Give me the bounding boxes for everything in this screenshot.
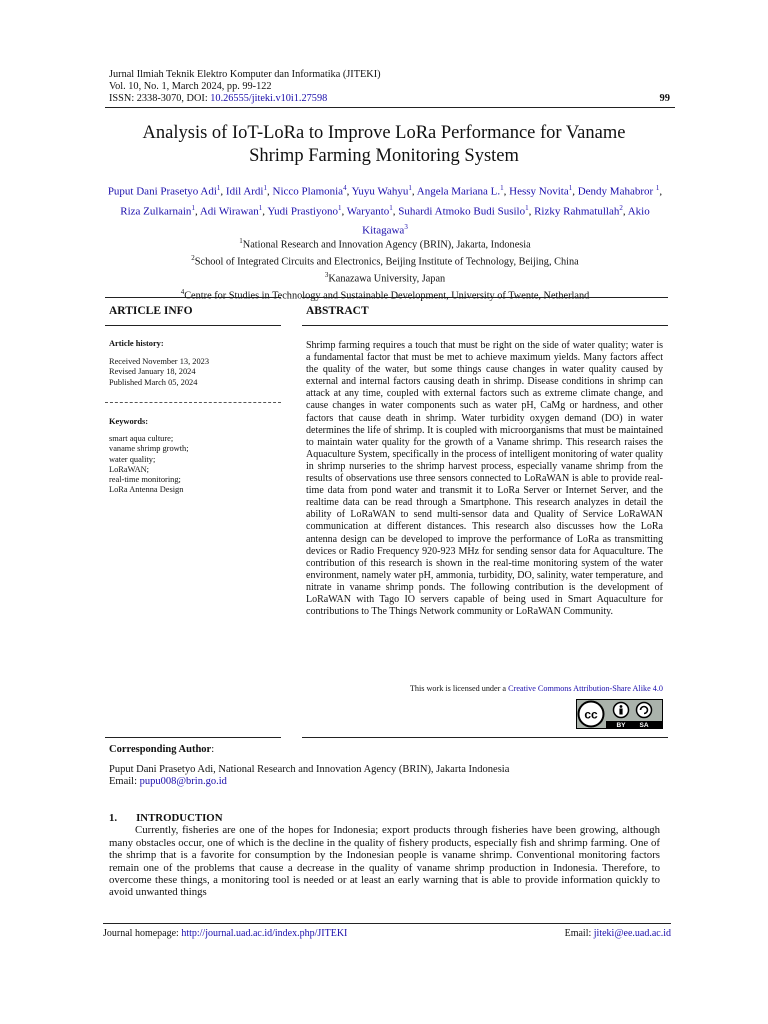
author-name: Hessy Novita — [509, 185, 569, 198]
corresponding-email-link[interactable]: pupu008@brin.go.id — [139, 776, 227, 787]
corresponding-label-row: Corresponding Author: — [109, 744, 215, 755]
keyword-item: real-time monitoring; — [109, 475, 181, 485]
history-divider — [105, 402, 281, 403]
journal-header — [109, 69, 381, 105]
keyword-item: smart aqua culture; — [109, 434, 174, 444]
author-affiliation-mark: 1 — [337, 203, 342, 212]
keywords-label: Keywords: — [109, 417, 149, 426]
author-affiliation-mark: 3 — [404, 223, 408, 232]
author-name: Yuyu Wahyu — [351, 185, 409, 198]
article-history — [109, 339, 279, 388]
abstract-top-rule — [302, 297, 668, 298]
author-affiliation-mark: 4 — [343, 184, 347, 192]
author-affiliation-mark: 1 — [655, 184, 660, 192]
author-name: Yudi Prastiyono — [267, 205, 338, 218]
author-affiliation-mark: 1 — [191, 203, 195, 212]
abstract-bottom-rule — [302, 737, 668, 738]
footer-rule — [103, 923, 671, 924]
journal-volume: Vol. 10, No. 1, March 2024, pp. 99-122 — [109, 81, 272, 92]
cc-sa-label: SA — [639, 722, 649, 729]
author-affiliation-mark: 1 — [500, 184, 504, 192]
journal-name: Jurnal Ilmiah Teknik Elektro Komputer dan Informatika (JITEKI) — [109, 69, 381, 80]
author-name: Idil Ardi — [225, 185, 264, 198]
affiliation-line: $^4$ Technology — [180, 288, 321, 302]
author-name: Suhardi Atmoko Budi Susilo — [398, 205, 526, 218]
article-info-heading: ARTICLE INFO — [109, 305, 193, 317]
keyword-item: water quality; — [109, 454, 156, 464]
author-affiliation-mark: 1 — [389, 203, 393, 212]
received-date: Received November 13, 2023 — [109, 357, 210, 367]
author-affiliation-mark: 1 — [263, 184, 267, 192]
author-name: Adi Wirawan — [199, 205, 259, 218]
introduction-section — [109, 812, 660, 899]
intro-heading: 1. INTRODUCTION — [109, 812, 223, 824]
author-name: Dendy Mahabror — [577, 185, 656, 198]
author-affiliation-mark: 1 — [525, 203, 529, 212]
abstract-heading: ABSTRACT — [306, 305, 369, 317]
article-info-mid-rule — [105, 325, 281, 326]
author-affiliation-mark: 1 — [568, 184, 573, 192]
author-name: Puput Dani Prasetyo Adi — [107, 185, 217, 198]
affiliation-line: $^3$Kanazawa University, Japan — [324, 271, 446, 285]
page-footer — [103, 928, 671, 939]
author-affiliation-mark: 1 — [258, 203, 263, 212]
author-name: Akio Kitagawa — [362, 205, 650, 237]
page-number: 99 — [659, 93, 670, 104]
title-line-2: Shrimp Farming Monitoring System — [249, 145, 519, 166]
history-label: Article history: — [109, 339, 164, 348]
header-rule — [105, 107, 675, 108]
abstract-text: Shrimp farming requires a touch that must be right on the side of water quality; water is a fundamental factor that must be met to achieve maximum yields. Many factors affect the quality of the water, but some things cause changes in water quality caused by external and internal factors causing death in shrimp. Disease conditions in shrimp can attack at any time, coupled with external factors such as extreme climate change, and cause changes in water components such as water pH, CaMg or hardness, and other factors that cause death in shrimp. Water turbidity oxygen demand (DO) in water determines the life of shrimp. It is coupled with microorganisms that must be maintained to maintain water quality for the growth of a Vaname shrimp. This research raises the Aquaculture System, specifically in the process of intelligent monitoring of water quality in shrimp nurseries to the shrimp harvest process, especially vaname shrimp from the results of observations use three sensors connected to LoRaWAN is able to provide real-time data from pond water and transmit it to LoRa Server or Internet Server, and the realtime data can be read through a Smartphone. This research analyzes in detail the ability of LoRaWAN to send multi-sensor data and Quality of Service LoRaWAN communication at different distances. This research also discusses how the LoRa antenna design can be developed to improve the performance of LoRa as transmitting devices or Radio Frequency 920-923 MHz for sending sensor data for Aquaculture. The contribution of this research is shown in the real-time monitoring system of the water environment, namely water pH, ammonia, turbidity, DO, salinity, water temperature, and nitrate in vaname shrimp ponds. The following contribution is the development of LoRaWAN with Tago IO servers capable of being used in Smart Aquaculture for contributions to The Things Network community or LoRaWAN Community. — [306, 340, 663, 618]
cc-by-sa-badge[interactable] — [576, 699, 663, 729]
cc-by-label: BY — [616, 722, 626, 729]
intro-paragraph: Currently, fisheries are one of the hopes for Indonesia; export products through fisheries have been growing, although many obstacles occur, one of which is the decline in the quality of fishery products, especially fish and shrimp farming. One of the shrimp that is a favorite for consumption by the Indonesian people is vaname shrimp. Conventional monitoring factors remain one of the problems that cause a decrease in the quality of vaname shrimp production in Indonesia. Therefore, to overcome these things, a monitoring tool is needed or at least an early warning that is able to provide information quickly to avoid unwanted things — [109, 824, 660, 899]
author-name: Angela Mariana L. — [416, 185, 501, 198]
paper-title — [80, 122, 688, 167]
keyword-item: vaname shrimp growth; — [109, 444, 189, 454]
affiliation-line: $^2$School of Integrated Circuits and Electronics, Beijing Institute of Technology, Beijing, China — [191, 254, 579, 268]
author-name: Rizky Rahmatullah — [534, 205, 620, 218]
author-list: Puput Dani Prasetyo Adi$^1$, Idil Ardi$^1$, Nicco Plamonia$^4$, Yuyu Wahyu$^1$, Angela Mariana L.$^1$, Hessy Novita$^1$, Dendy Mahabror $^1$, Riza Zulkarnain$^1$, Adi Wirawan$^1$, Yudi Prastiyono$^1$, Waryanto$^1$, Suhardi Atmoko Budi Susilo$^1$, Rizky Rahmatullah$^2$, Akio Kitagawa$^3$ — [107, 184, 663, 237]
article-info-top-rule — [105, 297, 281, 298]
keyword-list — [109, 434, 279, 495]
affiliation-list — [100, 235, 670, 304]
corresponding-text: Puput Dani Prasetyo Adi, National Research and Innovation Agency (BRIN), Jakarta Indonesia — [109, 763, 510, 775]
author-affiliation-mark: 1 — [408, 184, 412, 192]
revised-date: Revised January 18, 2024 — [109, 367, 196, 377]
license-link[interactable]: Creative Commons Attribution-Share Alike 4.0 — [508, 684, 663, 693]
journal-issn: ISSN: 2338-3070, DOI: 10.26555/jiteki.v10i1.27598 — [109, 93, 328, 104]
article-info-bottom-rule — [105, 737, 281, 738]
footer-email-link[interactable]: jiteki@ee.uad.ac.id — [593, 928, 671, 939]
abstract-mid-rule — [302, 325, 668, 326]
author-name: Riza Zulkarnain — [120, 205, 192, 218]
corresponding-label: Corresponding Author — [109, 744, 212, 755]
keywords-section — [109, 417, 279, 495]
affiliation-line: $^1$National Research and Innovation Agency (BRIN), Jakarta, Indonesia — [239, 237, 531, 251]
author-name: Waryanto — [346, 205, 390, 218]
footer-email-row: Email: jiteki@ee.uad.ac.id — [564, 928, 671, 939]
keyword-item: LoRaWAN; — [109, 464, 150, 474]
author-affiliation-mark: 1 — [216, 184, 221, 192]
keyword-item: LoRa Antenna Design — [109, 485, 184, 495]
author-name: Nicco Plamonia — [272, 185, 344, 198]
author-affiliation-mark: 2 — [619, 203, 623, 212]
homepage-row: Journal homepage: http://journal.uad.ac.id/index.php/JITEKI — [103, 928, 348, 939]
title-line-1: Analysis of IoT-LoRa to Improve LoRa Performance for Vaname — [142, 123, 626, 143]
doi-link[interactable]: 10.26555/jiteki.v10i1.27598 — [210, 93, 328, 104]
corresponding-email-row: Email: pupu008@brin.go.id — [109, 776, 227, 787]
license-note: This work is licensed under a Creative Commons Attribution-Share Alike 4.0 — [409, 684, 663, 693]
cc-icon — [576, 699, 663, 729]
svg-text:cc: cc — [584, 707, 598, 722]
homepage-link[interactable]: http://journal.uad.ac.id/index.php/JITEKI — [181, 928, 348, 939]
published-date: Published March 05, 2024 — [109, 377, 198, 387]
corresponding-author — [109, 744, 509, 789]
